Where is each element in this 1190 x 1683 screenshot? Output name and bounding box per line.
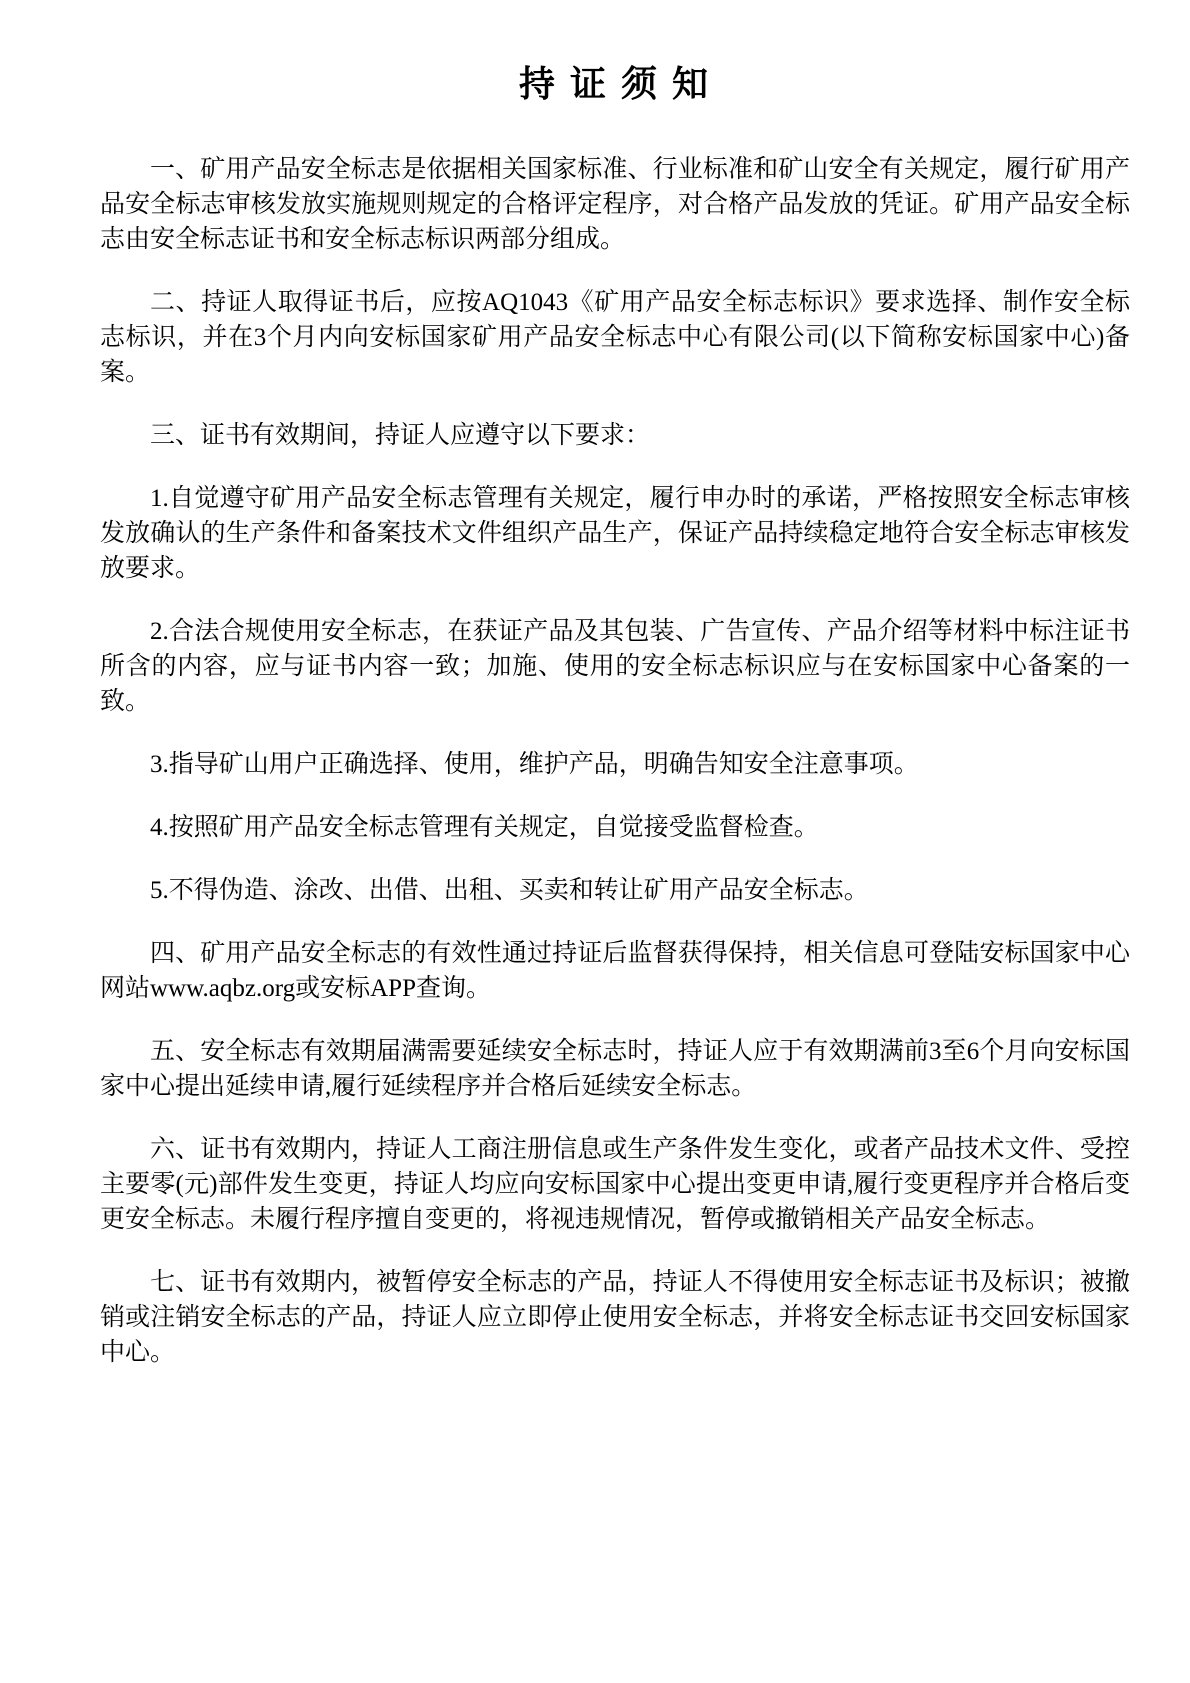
paragraph: 5.不得伪造、涂改、出借、出租、买卖和转让矿用产品安全标志。 [150,877,869,904]
document-body [100,152,1130,1370]
paragraph: 2.合法合规使用安全标志，在获证产品及其包装、广告宣传、产品介绍等材料中标注证书所含的内容，应与证书内容一致；加施、使用的安全标志标识应与在安标国家中心备案的一致。 [100,618,1130,715]
paragraph: 3.指导矿山用户正确选择、使用，维护产品，明确告知安全注意事项。 [150,751,919,778]
paragraph: 1.自觉遵守矿用产品安全标志管理有关规定，履行申办时的承诺，严格按照安全标志审核发放确认的生产条件和备案技术文件组织产品生产，保证产品持续稳定地符合安全标志审核发放要求。 [100,485,1130,582]
paragraph: 五、安全标志有效期届满需要延续安全标志时，持证人应于有效期满前3至6个月向安标国家中心提出延续申请,履行延续程序并合格后延续安全标志。 [100,1038,1130,1100]
page-title: 持 证 须 知 [518,64,711,104]
paragraph: 六、证书有效期内，持证人工商注册信息或生产条件发生变化，或者产品技术文件、受控主要零(元)部件发生变更，持证人均应向安标国家中心提出变更申请,履行变更程序并合格后变更安全标志。未履行程序擅自变更的，将视违规情况，暂停或撤销相关产品安全标志。 [100,1136,1130,1233]
paragraph: 二、持证人取得证书后，应按AQ1043《矿用产品安全标志标识》要求选择、制作安全标志标识，并在3个月内向安标国家矿用产品安全标志中心有限公司(以下简称安标国家中心)备案。 [100,289,1130,386]
paragraph: 4.按照矿用产品安全标志管理有关规定，自觉接受监督检查。 [150,814,819,841]
paragraph: 七、证书有效期内，被暂停安全标志的产品，持证人不得使用安全标志证书及标识；被撤销或注销安全标志的产品，持证人应立即停止使用安全标志，并将安全标志证书交回安标国家中心。 [100,1269,1130,1366]
paragraph: 一、矿用产品安全标志是依据相关国家标准、行业标准和矿山安全有关规定，履行矿用产品安全标志审核发放实施规则规定的合格评定程序，对合格产品发放的凭证。矿用产品安全标志由安全标志证书和安全标志标识两部分组成。 [100,156,1130,253]
paragraph: 四、矿用产品安全标志的有效性通过持证后监督获得保持，相关信息可登陆安标国家中心网站www.aqbz.org或安标APP查询。 [100,940,1130,1002]
paragraph: 三、证书有效期间，持证人应遵守以下要求： [150,422,651,449]
